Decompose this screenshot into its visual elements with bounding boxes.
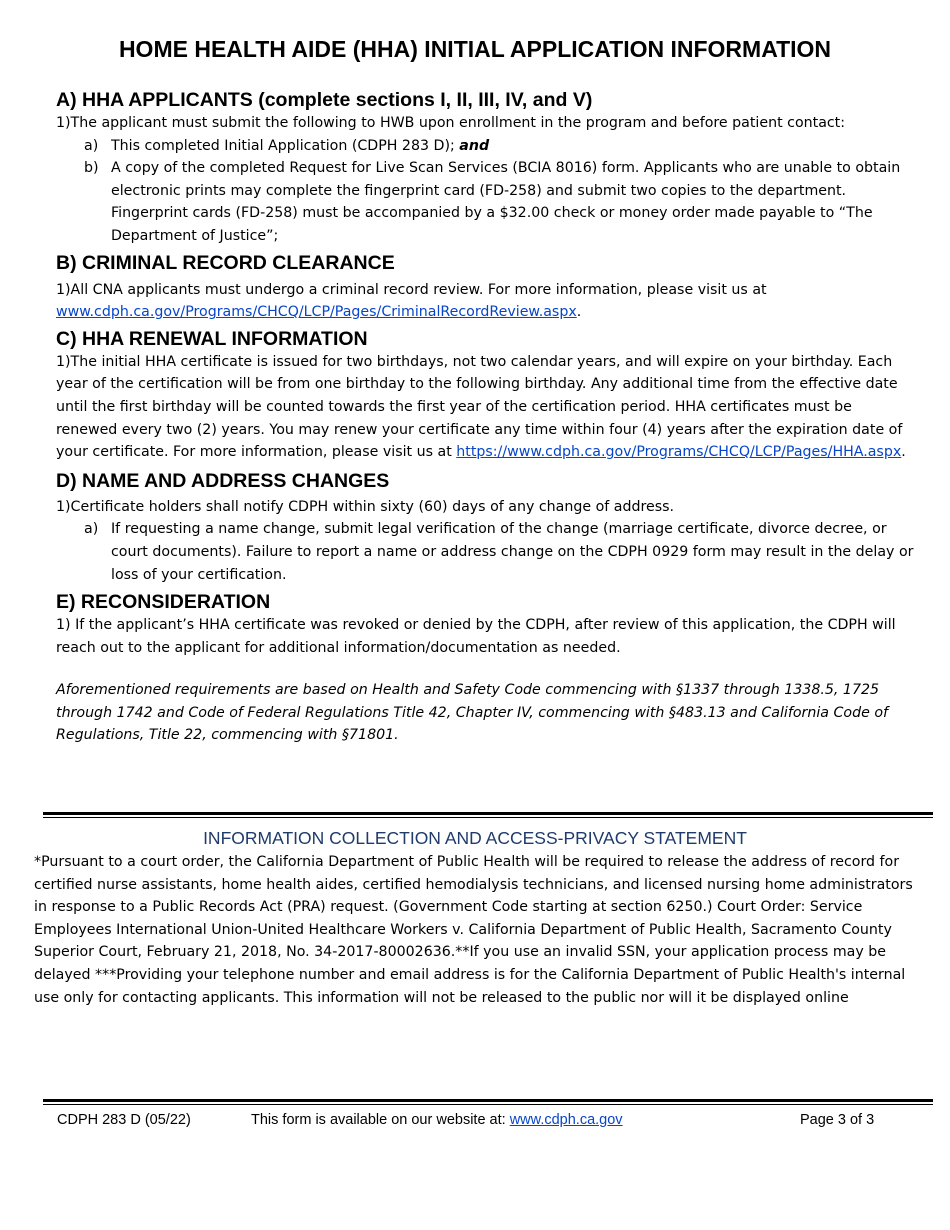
website-link[interactable]: www.cdph.ca.gov	[509, 1112, 623, 1128]
section-c-text	[56, 351, 916, 464]
requirements-note: Aforementioned requirements are based on Health and Safety Code commencing with §1337 through 1338.5, 1725 through 1742 and Code of Federal Regulations Title 42, Chapter IV, commencing with §483.13 and California Code of Regulations, Title 22, commencing with §71801.	[56, 682, 889, 744]
section-c-body: 1)The initial HHA certificate is issued for two birthdays, not two calendar years, and will expire on your birthday. Each year of the certification will be from one birthday to the following birthday. Any additional time from the effective date until the first birthday will be counted towards the first year of the certification period. HHA certificates must be renewed every two (2) years. You may renew your certificate any time within four (4) years after the expiration date of your certificate. For more information, please visit us at	[56, 353, 903, 461]
item-emphasis: and	[459, 137, 490, 154]
section-a-heading: A) HHA APPLICANTS (complete sections I, II, III, IV, and V)	[56, 89, 593, 111]
section-c-heading: C) HHA RENEWAL INFORMATION	[56, 327, 368, 350]
punctuation: .	[576, 304, 582, 321]
footer-availability	[251, 1111, 623, 1129]
section-divider	[43, 812, 933, 815]
section-d-text: 1)Certificate holders shall notify CDPH within sixty (60) days of any change of address.	[56, 498, 675, 515]
form-id: CDPH 283 D (05/22)	[57, 1112, 191, 1128]
footer-divider-thin	[43, 1104, 933, 1105]
hha-info-link[interactable]: https://www.cdph.ca.gov/Programs/CHCQ/LCP/Pages/HHA.aspx	[456, 444, 902, 461]
availability-text: This form is available on our website at:	[251, 1112, 510, 1128]
item-text: This completed Initial Application (CDPH 283 D);	[111, 137, 460, 154]
section-b-text	[56, 279, 916, 324]
section-a-intro: 1)The applicant must submit the following to HWB upon enrollment in the program and before patient contact:	[56, 115, 846, 131]
item-marker: a)	[84, 521, 99, 538]
section-b-body: 1)All CNA applicants must undergo a criminal record review. For more information, please visit us at	[56, 281, 767, 298]
section-divider-thin	[43, 817, 933, 818]
section-e-text: 1) If the applicant’s HHA certificate was revoked or denied by the CDPH, after review of this application, the CDPH will reach out to the applicant for additional information/documentation as needed.	[56, 617, 896, 656]
privacy-statement-text: *Pursuant to a court order, the California Department of Public Health will be required to release the address of record for certified nurse assistants, home health aides, certified hemodialysis technicians, and licensed nursing home administrators in response to a Public Records Act (PRA) request. (Government Code starting at section 6250.) Court Order: Service Employees International Union-United Healthcare Workers v. California Department of Public Health, Sacramento County Superior Court, February 21, 2018, No. 34-2017-80002636.**If you use an invalid SSN, your application process may be delayed ***Providing your telephone number and email address is for the California Department of Public Health's internal use only for contacting applicants. This information will not be released to the public nor will it be displayed online	[34, 854, 913, 1006]
section-b-heading: B) CRIMINAL RECORD CLEARANCE	[56, 251, 395, 274]
page-number: Page 3 of 3	[800, 1112, 875, 1128]
item-text: If requesting a name change, submit legal verification of the change (marriage certificate, divorce decree, or court documents). Failure to report a name or address change on the CDPH 0929 form may result in the delay or loss of your certification.	[111, 521, 914, 583]
section-d-heading: D) NAME AND ADDRESS CHANGES	[56, 469, 390, 492]
criminal-record-review-link[interactable]: www.cdph.ca.gov/Programs/CHCQ/LCP/Pages/CriminalRecordReview.aspx	[56, 304, 577, 321]
section-e-heading: E) RECONSIDERATION	[56, 591, 271, 614]
page-title: HOME HEALTH AIDE (HHA) INITIAL APPLICATION INFORMATION	[118, 36, 832, 62]
section-a-item-a	[56, 135, 916, 158]
item-marker: b)	[84, 160, 99, 177]
application-instructions	[56, 88, 916, 747]
section-a-item-b	[56, 157, 916, 247]
punctuation: .	[901, 444, 906, 461]
item-marker: a)	[84, 137, 99, 154]
section-d-item-a	[56, 518, 916, 586]
privacy-statement-title: INFORMATION COLLECTION AND ACCESS-PRIVACY STATEMENT	[203, 828, 747, 848]
item-text: A copy of the completed Request for Live Scan Services (BCIA 8016) form. Applicants who are unable to obtain electronic prints may complete the fingerprint card (FD-258) and submit two copies to the department. Fingerprint cards (FD-258) must be accompanied by a $32.00 check or money order made payable to “The Department of Justice”;	[111, 160, 901, 244]
footer-divider	[43, 1099, 933, 1102]
